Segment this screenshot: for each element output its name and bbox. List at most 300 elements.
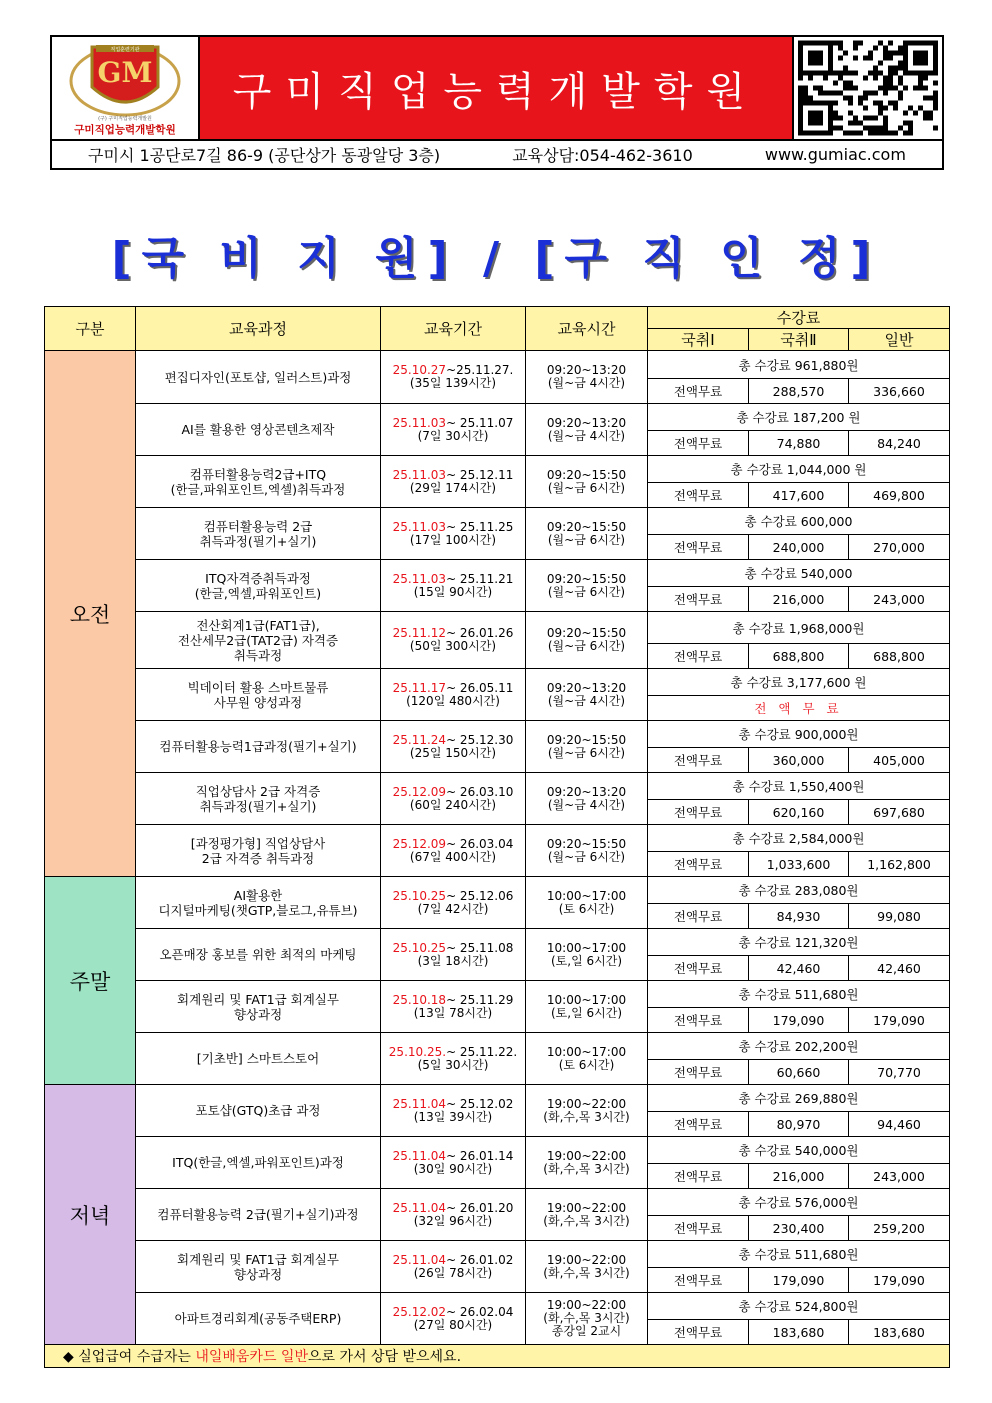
time-cell xyxy=(526,560,648,612)
period-start: 25.12.09 xyxy=(392,836,447,851)
fee-total-cell: 총 수강료 540,000원 xyxy=(648,1137,950,1164)
period-cell xyxy=(381,669,526,721)
period-start: 25.12.02 xyxy=(392,1304,447,1319)
fee-total-cell: 총 수강료 2,584,000원 xyxy=(648,825,950,852)
time-line: 19:00~22:00 xyxy=(546,1148,627,1163)
course-name-cell xyxy=(136,981,381,1033)
course-name-cell xyxy=(136,404,381,456)
fee-total-cell: 총 수강료 900,000원 xyxy=(648,721,950,748)
period-cell xyxy=(381,508,526,560)
course-name-line: 취득과정(필기+실기) xyxy=(199,798,317,814)
time-cell xyxy=(526,929,648,981)
table-row xyxy=(45,456,950,483)
fee-tier1-cell: 전액무료 xyxy=(648,956,749,981)
course-name-line: (한글,엑셀,파워포인트) xyxy=(194,585,322,601)
period-span: (7일 30시간) xyxy=(417,428,489,443)
course-name-line: 오픈매장 홍보를 위한 최적의 마케팅 xyxy=(159,947,357,962)
period-end: ~ 25.11.22. xyxy=(446,1044,518,1059)
course-name-line: 취득과정 xyxy=(233,647,283,663)
period-end: ~ 25.11.29 xyxy=(446,992,514,1007)
time-cell xyxy=(526,508,648,560)
course-name-line: ITQ자격증취득과정 xyxy=(205,570,311,586)
period-range xyxy=(381,417,525,430)
fee-tier1-cell: 전액무료 xyxy=(648,748,749,773)
fee-total-cell: 총 수강료 540,000 xyxy=(648,560,950,587)
period-range xyxy=(381,521,525,534)
course-name-cell xyxy=(136,669,381,721)
period-start: 25.10.18 xyxy=(392,992,447,1007)
academy-header xyxy=(50,35,944,170)
header-time: 교육시간 xyxy=(526,307,648,351)
time-line: (월~금 4시간) xyxy=(547,428,626,443)
period-range xyxy=(381,1150,525,1163)
category-cell: 저녁 xyxy=(45,1085,136,1345)
period-end: ~ 26.05.11 xyxy=(446,680,514,695)
period-end: ~ 26.01.26 xyxy=(446,626,514,640)
course-name-cell xyxy=(136,1033,381,1085)
period-end: ~ 25.12.30 xyxy=(446,732,514,747)
table-row xyxy=(45,1293,950,1320)
fee-tier2-cell: 240,000 xyxy=(749,535,849,560)
period-start: 25.11.04 xyxy=(392,1148,447,1163)
category-cell: 오전 xyxy=(45,351,136,877)
period-start: 25.11.04 xyxy=(392,1200,447,1215)
fee-tier2-cell: 216,000 xyxy=(749,1164,849,1189)
fee-total-cell: 총 수강료 600,000 xyxy=(648,508,950,535)
table-row xyxy=(45,351,950,379)
fee-tier1-cell: 전액무료 xyxy=(648,800,749,825)
fee-general-cell: 42,460 xyxy=(849,956,950,981)
table-row xyxy=(45,825,950,852)
table-row xyxy=(45,773,950,800)
course-name-line: 전산세무2급(TAT2급) 자격증 xyxy=(177,632,339,648)
course-name-line: AI를 활용한 영상콘텐츠제작 xyxy=(181,422,335,437)
academy-title-banner xyxy=(200,37,794,139)
fee-general-cell: 183,680 xyxy=(849,1320,950,1345)
period-range xyxy=(381,682,525,695)
table-row xyxy=(45,1189,950,1216)
time-line: (월~금 4시간) xyxy=(547,376,626,390)
course-name-cell xyxy=(136,1241,381,1293)
course-name-line: 향상과정 xyxy=(233,1006,283,1022)
header-fee2: 국취Ⅱ xyxy=(749,329,849,351)
course-name-line: 취득과정(필기+실기) xyxy=(199,533,317,549)
period-end: ~ 26.02.04 xyxy=(446,1304,514,1319)
time-line: 09:20~15:50 xyxy=(546,519,627,534)
time-line: 10:00~17:00 xyxy=(546,888,627,903)
time-line: 19:00~22:00 xyxy=(546,1252,627,1267)
period-end: ~ 26.01.20 xyxy=(446,1200,514,1215)
period-span: (17일 100시간) xyxy=(409,532,497,547)
course-table xyxy=(44,306,950,1368)
period-cell xyxy=(381,1085,526,1137)
course-name-line: 향상과정 xyxy=(233,1266,283,1282)
fee-general-cell: 405,000 xyxy=(849,748,950,773)
course-name-line: 빅데이터 활용 스마트물류 xyxy=(187,679,329,695)
time-line: (월~금 6시간) xyxy=(547,532,626,547)
website-link[interactable]: www.gumiac.com xyxy=(764,145,906,164)
period-range xyxy=(381,786,525,799)
time-cell xyxy=(526,1189,648,1241)
period-span: (5일 30시간) xyxy=(417,1057,489,1072)
table-row xyxy=(45,404,950,431)
fee-total-cell: 총 수강료 121,320원 xyxy=(648,929,950,956)
fee-tier2-cell: 60,660 xyxy=(749,1060,849,1085)
footer-pre: 실업급여 수급자는 xyxy=(78,1349,196,1365)
fee-total-cell: 총 수강료 511,680원 xyxy=(648,1241,950,1268)
logo-name: 구미직업능력개발학원 xyxy=(74,124,176,136)
period-span: (15일 90시간) xyxy=(413,584,493,599)
time-cell xyxy=(526,773,648,825)
period-end: ~ 26.03.10 xyxy=(446,784,514,799)
fee-general-cell: 94,460 xyxy=(849,1112,950,1137)
period-span: (3일 18시간) xyxy=(417,953,489,968)
course-name-line: 2급 자격증 취득과정 xyxy=(201,850,315,866)
fee-general-cell: 243,000 xyxy=(849,1164,950,1189)
period-end: ~ 25.12.06 xyxy=(446,888,514,903)
fee-tier1-cell: 전액무료 xyxy=(648,904,749,929)
period-range xyxy=(381,734,525,747)
table-row xyxy=(45,1033,950,1060)
course-name-line: 회계원리 및 FAT1급 회계실무 xyxy=(177,1251,339,1267)
fee-general-cell: 243,000 xyxy=(849,587,950,612)
table-row xyxy=(45,929,950,956)
time-line: (토 6시간) xyxy=(558,1057,615,1072)
fee-tier2-cell: 1,033,600 xyxy=(749,852,849,877)
time-line: (월~금 6시간) xyxy=(547,745,626,760)
time-cell xyxy=(526,351,648,404)
svg-text:GM: GM xyxy=(97,56,153,89)
period-range xyxy=(381,1254,525,1267)
period-cell xyxy=(381,612,526,669)
course-name-cell xyxy=(136,773,381,825)
period-start: 25.11.03 xyxy=(392,415,447,430)
time-line: (토,일 6시간) xyxy=(551,1005,622,1020)
time-line: (화,수,목 3시간) xyxy=(543,1265,630,1280)
period-cell xyxy=(381,825,526,877)
time-line: (화,수,목 3시간) xyxy=(543,1109,630,1124)
course-name-line: 컴퓨터활용능력1급과정(필기+실기) xyxy=(159,739,357,754)
period-cell xyxy=(381,1189,526,1241)
course-rows xyxy=(45,351,950,1345)
fee-free-all-cell: 전 액 무 료 xyxy=(648,696,950,721)
fee-tier1-cell: 전액무료 xyxy=(648,1320,749,1345)
fee-total-cell: 총 수강료 202,200원 xyxy=(648,1033,950,1060)
time-line: 19:00~22:00 xyxy=(546,1200,627,1215)
period-cell xyxy=(381,929,526,981)
header-fee3: 일반 xyxy=(849,329,950,351)
course-name-cell xyxy=(136,508,381,560)
time-line: 09:20~15:50 xyxy=(546,732,627,747)
fee-tier2-cell: 288,570 xyxy=(749,379,849,404)
footer-bullet: ◆ xyxy=(63,1349,74,1365)
course-name-line: [과정평가형] 직업상담사 xyxy=(190,835,326,851)
period-end: ~ 25.11.07 xyxy=(446,415,514,430)
period-end: ~ 25.12.11 xyxy=(446,467,514,482)
period-start: 25.11.12 xyxy=(392,626,447,640)
time-cell xyxy=(526,1085,648,1137)
time-line: (화,수,목 3시간) xyxy=(543,1213,630,1228)
course-name-cell xyxy=(136,1293,381,1345)
time-line: 19:00~22:00 xyxy=(546,1298,627,1312)
period-span: (25일 150시간) xyxy=(409,745,497,760)
fee-tier1-cell: 전액무료 xyxy=(648,1268,749,1293)
fee-general-cell: 99,080 xyxy=(849,904,950,929)
fee-tier1-cell: 전액무료 xyxy=(648,1164,749,1189)
time-cell xyxy=(526,1293,648,1345)
period-cell xyxy=(381,351,526,404)
time-cell xyxy=(526,404,648,456)
period-range xyxy=(381,942,525,955)
period-span: (50일 300시간) xyxy=(409,639,497,653)
fee-tier1-cell: 전액무료 xyxy=(648,379,749,404)
category-cell: 주말 xyxy=(45,877,136,1085)
period-range xyxy=(381,573,525,586)
fee-total-cell: 총 수강료 524,800원 xyxy=(648,1293,950,1320)
time-cell xyxy=(526,612,648,669)
period-start: 25.12.09 xyxy=(392,784,447,799)
period-cell xyxy=(381,1033,526,1085)
academy-logo xyxy=(52,37,200,139)
table-row xyxy=(45,1137,950,1164)
course-name-cell xyxy=(136,456,381,508)
address: 구미시 1공단로7길 86-9 (공단상가 동광알당 3층) xyxy=(88,146,441,165)
course-name-line: AI활용한 xyxy=(233,887,283,903)
fee-general-cell: 270,000 xyxy=(849,535,950,560)
period-cell xyxy=(381,1241,526,1293)
fee-general-cell: 259,200 xyxy=(849,1216,950,1241)
fee-tier2-cell: 42,460 xyxy=(749,956,849,981)
fee-total-cell: 총 수강료 511,680원 xyxy=(648,981,950,1008)
course-name-cell xyxy=(136,825,381,877)
fee-total-cell: 총 수강료 3,177,600 원 xyxy=(648,669,950,696)
time-line: 09:20~15:50 xyxy=(546,836,627,851)
time-cell xyxy=(526,1241,648,1293)
fee-general-cell: 469,800 xyxy=(849,483,950,508)
fee-tier2-cell: 230,400 xyxy=(749,1216,849,1241)
period-cell xyxy=(381,877,526,929)
time-line: 09:20~15:50 xyxy=(546,571,627,586)
course-name-cell xyxy=(136,1137,381,1189)
period-cell xyxy=(381,773,526,825)
qr-code-icon xyxy=(798,40,938,136)
fee-total-cell: 총 수강료 961,880원 xyxy=(648,351,950,379)
header-period: 교육기간 xyxy=(381,307,526,351)
logo-small-text: (구) 구미직업능력개발원 xyxy=(98,116,152,122)
header-fee1: 국취Ⅰ xyxy=(648,329,749,351)
time-line: 09:20~15:50 xyxy=(546,626,627,640)
time-line: (화,수,목 3시간) xyxy=(543,1311,630,1325)
course-name-line: 편집디자인(포토샵, 일러스트)과정 xyxy=(164,369,352,385)
fee-total-cell: 총 수강료 187,200 원 xyxy=(648,404,950,431)
period-start: 25.11.03 xyxy=(392,467,447,482)
fee-tier2-cell: 179,090 xyxy=(749,1268,849,1293)
time-line: 19:00~22:00 xyxy=(546,1096,627,1111)
fee-tier1-cell: 전액무료 xyxy=(648,535,749,560)
time-line: (월~금 6시간) xyxy=(547,639,626,653)
footer-note xyxy=(45,1345,950,1368)
course-name-line: 사무원 양성과정 xyxy=(213,694,303,710)
period-cell xyxy=(381,1137,526,1189)
period-cell xyxy=(381,560,526,612)
course-name-line: 컴퓨터활용능력 2급(필기+실기)과정 xyxy=(157,1207,359,1222)
period-span: (120일 480시간) xyxy=(406,693,500,708)
course-name-line: (한글,파워포인트,엑셀)취득과정 xyxy=(170,481,346,497)
fee-tier1-cell: 전액무료 xyxy=(648,483,749,508)
period-cell xyxy=(381,721,526,773)
time-cell xyxy=(526,1033,648,1085)
period-range xyxy=(381,838,525,851)
period-start: 25.10.25. xyxy=(388,1044,447,1059)
period-range xyxy=(381,1202,525,1215)
time-cell xyxy=(526,877,648,929)
time-line: 종강일 2교시 xyxy=(551,1324,622,1338)
period-start: 25.11.24 xyxy=(392,732,447,747)
fee-general-cell: 1,162,800 xyxy=(849,852,950,877)
time-line: 09:20~13:20 xyxy=(546,363,627,377)
table-row xyxy=(45,877,950,904)
time-line: (월~금 4시간) xyxy=(547,797,626,812)
fee-tier2-cell: 84,930 xyxy=(749,904,849,929)
time-line: 10:00~17:00 xyxy=(546,940,627,955)
phone: 교육상담:054-462-3610 xyxy=(512,146,693,165)
period-span: (60일 240시간) xyxy=(409,797,497,812)
fee-general-cell: 179,090 xyxy=(849,1008,950,1033)
header-fee: 수강료 xyxy=(648,307,950,329)
period-range xyxy=(381,1046,525,1059)
time-line: 10:00~17:00 xyxy=(546,1044,627,1059)
period-span: (35일 139시간) xyxy=(409,376,497,390)
period-start: 25.10.25 xyxy=(392,940,447,955)
period-span: (7일 42시간) xyxy=(417,901,489,916)
period-range xyxy=(381,1306,525,1319)
course-name-cell xyxy=(136,560,381,612)
fee-tier2-cell: 74,880 xyxy=(749,431,849,456)
header-category: 구분 xyxy=(45,307,136,351)
fee-total-cell: 총 수강료 1,968,000원 xyxy=(648,612,950,644)
fee-tier1-cell: 전액무료 xyxy=(648,644,749,669)
fee-tier2-cell: 179,090 xyxy=(749,1008,849,1033)
course-name-line: 직업상담사 2급 자격증 xyxy=(195,783,321,799)
fee-tier2-cell: 216,000 xyxy=(749,587,849,612)
table-row xyxy=(45,508,950,535)
course-name-line: 포토샵(GTQ)초급 과정 xyxy=(195,1103,321,1118)
period-end: ~ 26.01.02 xyxy=(446,1252,514,1267)
fee-total-cell: 총 수강료 576,000원 xyxy=(648,1189,950,1216)
time-line: 09:20~15:50 xyxy=(546,467,627,482)
course-name-cell xyxy=(136,612,381,669)
period-range xyxy=(381,1098,525,1111)
time-cell xyxy=(526,981,648,1033)
header-course: 교육과정 xyxy=(136,307,381,351)
fee-total-cell: 총 수강료 1,044,000 원 xyxy=(648,456,950,483)
period-span: (29일 174시간) xyxy=(409,480,497,495)
fee-tier1-cell: 전액무료 xyxy=(648,1008,749,1033)
time-cell xyxy=(526,669,648,721)
qr-code[interactable] xyxy=(794,37,942,139)
fee-tier1-cell: 전액무료 xyxy=(648,1216,749,1241)
fee-tier2-cell: 360,000 xyxy=(749,748,849,773)
fee-total-cell: 총 수강료 283,080원 xyxy=(648,877,950,904)
time-cell xyxy=(526,721,648,773)
time-cell xyxy=(526,825,648,877)
course-name-line: [기초반] 스마트스토어 xyxy=(196,1051,320,1066)
period-end: ~ 26.03.04 xyxy=(446,836,514,851)
course-name-cell xyxy=(136,351,381,404)
fee-tier1-cell: 전액무료 xyxy=(648,587,749,612)
course-name-line: 컴퓨터활용능력2급+ITQ xyxy=(189,466,327,482)
academy-title: 구미직업능력개발학원 xyxy=(232,68,760,115)
time-line: 09:20~13:20 xyxy=(546,415,627,430)
table-row xyxy=(45,1085,950,1112)
course-name-cell xyxy=(136,1189,381,1241)
course-name-line: 아파트경리회계(공동주택ERP) xyxy=(174,1311,342,1326)
period-end: ~ 25.11.21 xyxy=(446,571,514,586)
period-cell xyxy=(381,404,526,456)
fee-tier2-cell: 417,600 xyxy=(749,483,849,508)
fee-tier1-cell: 전액무료 xyxy=(648,431,749,456)
table-row xyxy=(45,612,950,644)
period-range xyxy=(381,890,525,903)
fee-general-cell: 336,660 xyxy=(849,379,950,404)
table-row xyxy=(45,981,950,1008)
footer-post: 으로 가서 상담 받으세요. xyxy=(307,1349,462,1365)
footer-highlight: 내일배움카드 일반 xyxy=(195,1349,308,1365)
period-cell xyxy=(381,981,526,1033)
period-end: ~ 25.12.02 xyxy=(446,1096,514,1111)
fee-general-cell: 697,680 xyxy=(849,800,950,825)
period-span: (26일 78시간) xyxy=(413,1265,493,1280)
time-cell xyxy=(526,1137,648,1189)
time-line: (화,수,목 3시간) xyxy=(543,1161,630,1176)
page-title: [국 비 지 원] / [구 직 인 정] xyxy=(111,233,881,284)
fee-tier1-cell: 전액무료 xyxy=(648,852,749,877)
period-span: (27일 80시간) xyxy=(413,1317,493,1332)
time-line: (토 6시간) xyxy=(558,901,615,916)
period-cell xyxy=(381,456,526,508)
period-start: 25.11.03 xyxy=(392,571,447,586)
course-name-cell xyxy=(136,721,381,773)
time-line: (월~금 6시간) xyxy=(547,584,626,599)
course-name-line: 회계원리 및 FAT1급 회계실무 xyxy=(177,991,339,1007)
period-end: ~ 25.11.08 xyxy=(446,940,514,955)
time-line: 09:20~13:20 xyxy=(546,680,627,695)
fee-general-cell: 179,090 xyxy=(849,1268,950,1293)
period-end: ~ 25.11.25 xyxy=(446,519,514,534)
fee-tier1-cell: 전액무료 xyxy=(648,1112,749,1137)
time-line: (월~금 6시간) xyxy=(547,849,626,864)
period-start: 25.11.04 xyxy=(392,1252,447,1267)
period-start: 25.11.03 xyxy=(392,519,447,534)
table-row xyxy=(45,560,950,587)
fee-general-cell: 688,800 xyxy=(849,644,950,669)
table-row xyxy=(45,669,950,696)
time-line: (월~금 6시간) xyxy=(547,480,626,495)
period-span: (67일 400시간) xyxy=(409,849,497,864)
course-name-line: ITQ(한글,엑셀,파워포인트)과정 xyxy=(172,1155,344,1170)
period-span: (32일 96시간) xyxy=(413,1213,493,1228)
period-cell xyxy=(381,1293,526,1345)
course-name-cell xyxy=(136,929,381,981)
fee-general-cell: 84,240 xyxy=(849,431,950,456)
period-start: 25.10.25 xyxy=(392,888,447,903)
period-start: 25.11.17 xyxy=(392,680,447,695)
contact-bar xyxy=(52,139,942,168)
fee-general-cell: 70,770 xyxy=(849,1060,950,1085)
time-cell xyxy=(526,456,648,508)
course-name-line: 전산회계1급(FAT1급), xyxy=(196,617,320,633)
fee-tier2-cell: 183,680 xyxy=(749,1320,849,1345)
